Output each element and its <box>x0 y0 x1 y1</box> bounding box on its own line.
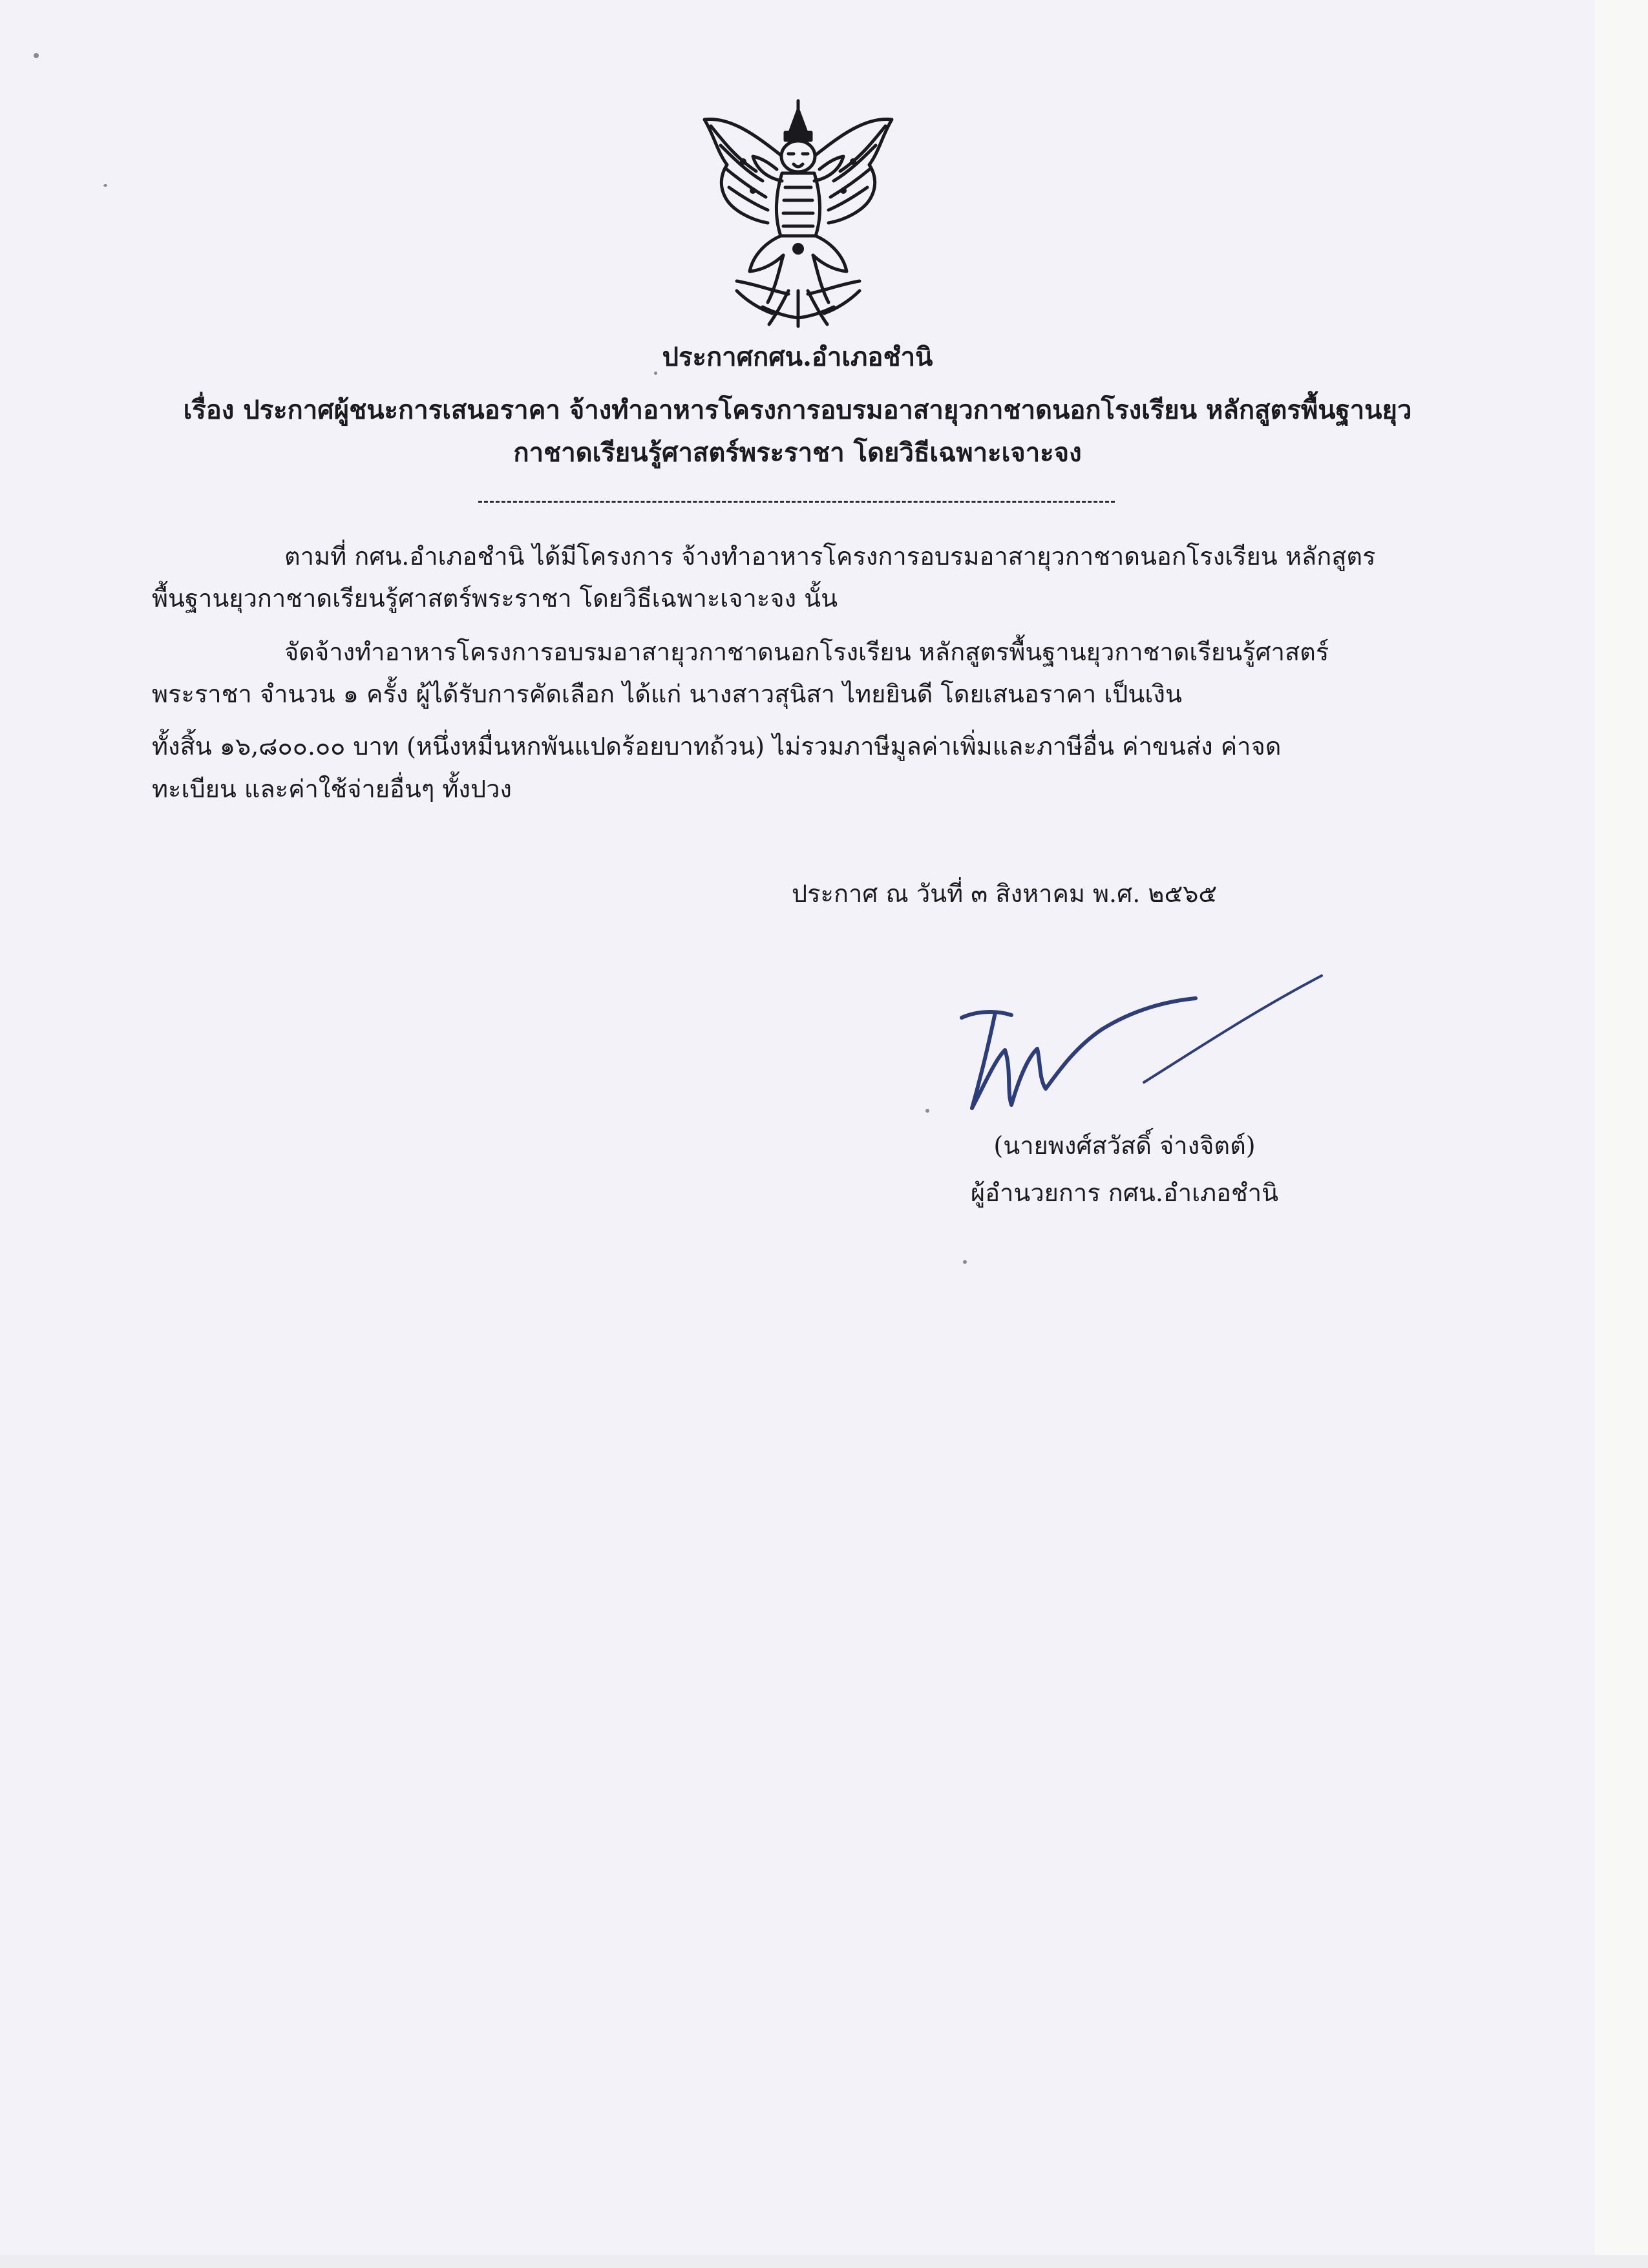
paragraph-2-line-1: จัดจ้างทำอาหารโครงการอบรมอาสายุวกาชาดนอกโรงเรียน หลักสูตรพื้นฐานยุวกาชาดเรียนรู้ศาสตร์ <box>284 638 1329 666</box>
header-divider <box>478 501 1115 503</box>
paragraph-2-line-2: พระราชา จำนวน ๑ ครั้ง ผู้ได้รับการคัดเลือก ได้แก่ นางสาวสุนิสา ไทยยินดี โดยเสนอราคา เป็นเงิน <box>152 680 1182 708</box>
paragraph-2-line-4: ทะเบียน และค่าใช้จ่ายอื่นๆ ทั้งปวง <box>152 775 512 803</box>
paragraph-2-line-3: ทั้งสิ้น ๑๖,๘๐๐.๐๐ บาท (หนึ่งหมื่นหกพันแปดร้อยบาทถ้วน) ไม่รวมภาษีมูลค่าเพิ่มและภาษีอื่น ค่าขนส่ง ค่าจด <box>152 732 1282 761</box>
scan-speck <box>34 53 39 58</box>
signature-icon <box>950 972 1325 1121</box>
announcement-subject-line-2: กาชาดเรียนรู้ศาสตร์พระราชา โดยวิธีเฉพาะเจาะจง <box>513 437 1082 468</box>
scanner-bed-edge <box>1595 0 1648 2268</box>
scanner-bed-bottom <box>0 2255 1648 2268</box>
announcement-date: ประกาศ ณ วันที่ ๓ สิงหาคม พ.ศ. ๒๕๖๕ <box>792 879 1218 908</box>
signatory-name: (นายพงศ์สวัสดิ์ จ่างจิตต์) <box>993 1131 1256 1160</box>
announcement-subject-line-1: เรื่อง ประกาศผู้ชนะการเสนอราคา จ้างทำอาหารโครงการอบรมอาสายุวกาชาดนอกโรงเรียน หลักสูตรพื้นฐานยุว <box>183 395 1412 425</box>
announcement-header: ประกาศกศน.อำเภอชำนิ <box>662 342 933 372</box>
garuda-emblem-icon <box>692 97 905 330</box>
scan-speck <box>925 1109 929 1113</box>
paragraph-1-line-2: พื้นฐานยุวกาชาดเรียนรู้ศาสตร์พระราชา โดยวิธีเฉพาะเจาะจง นั้น <box>152 584 838 613</box>
signatory-position: ผู้อำนวยการ กศน.อำเภอชำนิ <box>970 1179 1279 1207</box>
paragraph-1-line-1: ตามที่ กศน.อำเภอชำนิ ได้มีโครงการ จ้างทำอาหารโครงการอบรมอาสายุวกาชาดนอกโรงเรียน หลักสูตร <box>284 542 1376 571</box>
scan-speck <box>963 1260 967 1264</box>
scan-speck <box>103 184 107 187</box>
